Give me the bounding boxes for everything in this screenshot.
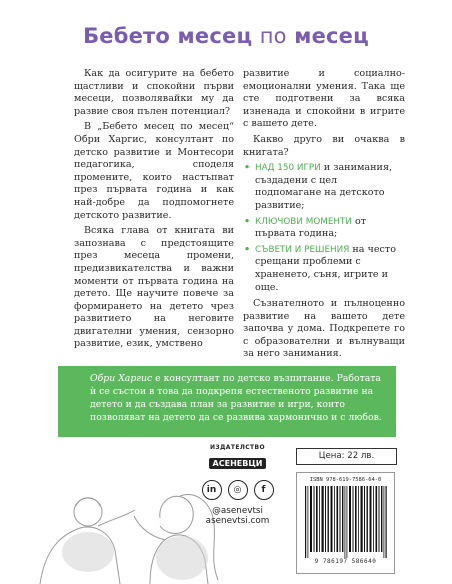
isbn-number: ISBN 978-619-7586-64-0 (309, 477, 382, 483)
paragraph: Всяка глава от книгата ви запознава с предстоящите през месеца промени, предизвикателства и важни моменти от първата година на детето. Ще научите повече за формирането на детето чрез развитието на неговите двигателни умения, сензорно развитие, език, умствено (74, 225, 234, 350)
author-name: Обри Харгис (90, 373, 153, 384)
list-item: • КЛЮЧОВИ МОМЕНТИ от първата година; (244, 215, 367, 240)
bullet-icon: • (244, 215, 251, 227)
barcode-icon (303, 486, 388, 558)
paragraph: Какво друго ви очаква в книгата? (243, 133, 405, 158)
price-label: Цена: 22 лв. (296, 448, 397, 465)
linkedin-icon[interactable]: in (202, 480, 222, 500)
bullet-icon: • (244, 243, 251, 255)
paragraph: В „Бебето месец по месец“ Обри Харгис, консултант по детско развитие и Монтесори педагогика, споделя промените, които настъпват през първата година и как най-добре да подпомогнете детското развитие. (74, 121, 234, 221)
paragraph: Съзнателното и пълноценно развитие на вашето дете започва у дома. Подкрепете го с образователни и вълнуващи за него занимания. (243, 298, 405, 360)
list-item: • СЪВЕТИ И РЕШЕНИЯ на често срещани проблеми с храненето, съня, игрите и още. (244, 243, 397, 293)
social-links (190, 480, 285, 500)
website-link[interactable]: asenevtsi.com (205, 516, 270, 526)
list-item: • НАД 150 ИГРИ и занимания, създадени с цел подпомагане на детското развитие; (244, 162, 393, 211)
publisher-logo: ИЗДАТЕЛСТВО АСЕНЕВЦИ (209, 444, 266, 468)
right-column (243, 68, 405, 364)
paragraph: развитие и социално-емоционални умения. Така ще сте подготвени за всяка изненада и спокойни в игрите с вашето дете. (243, 68, 405, 130)
left-column (74, 68, 234, 354)
social-handle[interactable]: @asenevtsi (212, 506, 263, 516)
instagram-icon[interactable]: ◎ (228, 480, 248, 500)
bullet-icon: • (244, 162, 251, 174)
feature-list (243, 162, 405, 294)
author-bio-text: е консултант по детско възпитание. Работата ѝ се състои в това да подкрепя естественото развитие на детето и да създава план за развитие и игри, които позволяват на детето да се развива хармонично и с любов. (90, 373, 382, 423)
isbn-barcode (296, 472, 395, 574)
paragraph: Как да осигурите на бебето щастливи и спокойни първи месеци, позволявайки му да развие своя пълен потенциал? (74, 68, 234, 117)
barcode-digits: 9 786197 586640 (314, 558, 377, 565)
publisher-block (190, 444, 285, 526)
author-bio-box (58, 366, 396, 437)
facebook-icon[interactable]: f (254, 480, 274, 500)
book-title: Бебето месец по месец (83, 24, 369, 48)
